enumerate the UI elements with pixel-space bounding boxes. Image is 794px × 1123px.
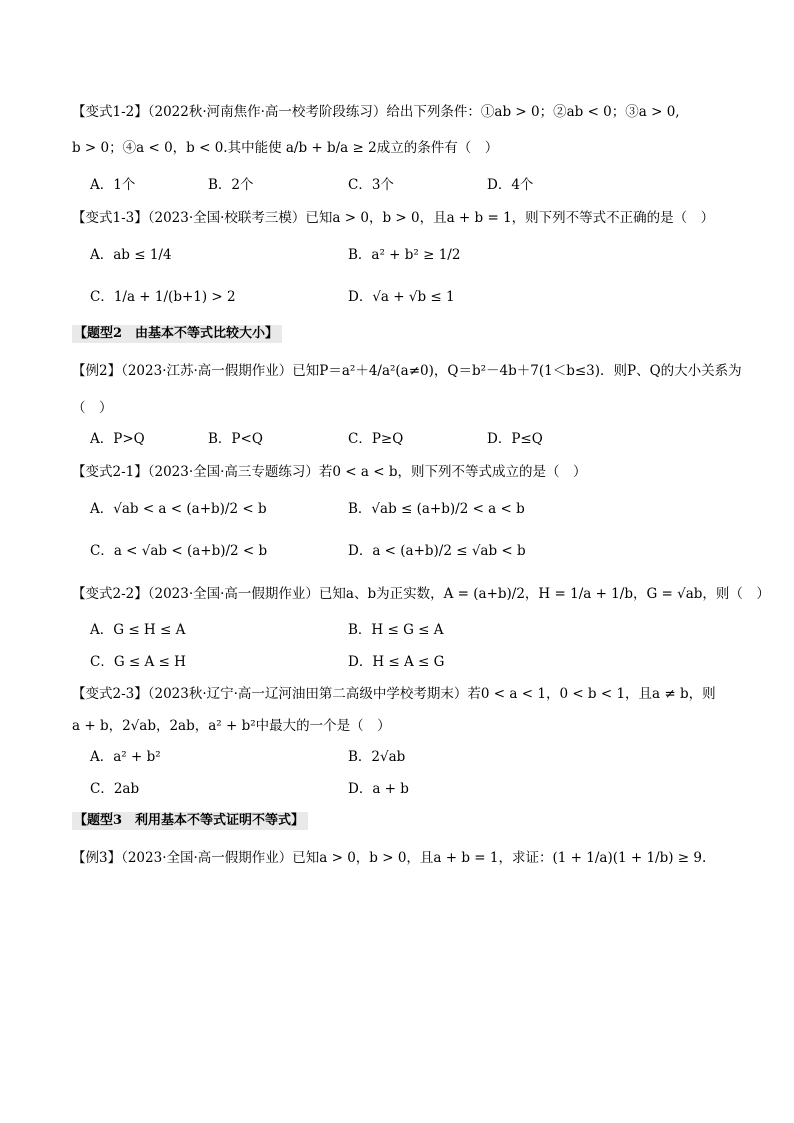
option-d: D．a + b bbox=[348, 781, 409, 797]
problem-v2-3-line1: 【变式2-3】（2023秋·辽宁·高一辽河油田第二高级中学校考期末）若0 < a < 1，0 < b < 1，且a ≠ b，则 bbox=[72, 686, 716, 702]
example-2-line1: 【例2】（2023·江苏·高一假期作业）已知P＝a²＋4/a²(a≠0)，Q＝b²－4b＋7(1＜b≤3)．则P、Q的大小关系为 bbox=[72, 363, 742, 379]
option-b: B．a² + b² ≥ 1/2 bbox=[348, 247, 461, 263]
problem-v2-1-line1: 【变式2-1】（2023·全国·高三专题练习）若0 < a < b，则下列不等式成立的是（ ） bbox=[72, 464, 587, 480]
option-a: A．P>Q bbox=[90, 431, 145, 447]
option-b: B．H ≤ G ≤ A bbox=[348, 622, 444, 638]
option-d: D．H ≤ A ≤ G bbox=[348, 654, 445, 670]
option-d: D．4个 bbox=[487, 177, 534, 193]
option-b: B．2√ab bbox=[348, 749, 406, 765]
option-a: A．1个 bbox=[90, 177, 136, 193]
option-c: C．3个 bbox=[348, 177, 394, 193]
option-c: C．1/a + 1/(b+1) > 2 bbox=[90, 289, 236, 305]
section-heading-type2: 【题型2 由基本不等式比较大小】 bbox=[72, 325, 282, 343]
problem-v1-3-line1: 【变式1-3】（2023·全国·校联考三模）已知a > 0，b > 0，且a + b = 1，则下列不等式不正确的是（ ） bbox=[72, 210, 715, 226]
option-c: C．2ab bbox=[90, 781, 140, 797]
section-heading-type3: 【题型3 利用基本不等式证明不等式】 bbox=[72, 812, 308, 830]
option-c: C．P≥Q bbox=[348, 431, 404, 447]
option-a: A．G ≤ H ≤ A bbox=[90, 622, 186, 638]
option-d: D．a < (a+b)/2 ≤ √ab < b bbox=[348, 543, 526, 559]
problem-v1-2-line1: 【变式1-2】（2022秋·河南焦作·高一校考阶段练习）给出下列条件：①ab > 0；②ab < 0；③a > 0, bbox=[72, 104, 680, 120]
option-a: A．a² + b² bbox=[90, 749, 161, 765]
option-c: C．G ≤ A ≤ H bbox=[90, 654, 186, 670]
option-b: B．√ab ≤ (a+b)/2 < a < b bbox=[348, 501, 525, 517]
problem-v1-2-line2: b > 0；④a < 0，b < 0.其中能使 a/b + b/a ≥ 2成立的条件有（ ） bbox=[72, 140, 499, 156]
option-a: A．ab ≤ 1/4 bbox=[90, 247, 172, 263]
example-2-line2: （ ） bbox=[72, 400, 113, 416]
option-d: D．√a + √b ≤ 1 bbox=[348, 289, 455, 305]
option-b: B．2个 bbox=[208, 177, 254, 193]
option-c: C．a < √ab < (a+b)/2 < b bbox=[90, 543, 268, 559]
problem-v2-2-line1: 【变式2-2】（2023·全国·高一假期作业）已知a、b为正实数，A = (a+b)/2，H = 1/a + 1/b，G = √ab，则（ ） bbox=[72, 586, 770, 602]
option-a: A．√ab < a < (a+b)/2 < b bbox=[90, 501, 267, 517]
problem-v2-3-line2: a + b，2√ab，2ab，a² + b²中最大的一个是（ ） bbox=[72, 718, 391, 734]
example-3-line1: 【例3】（2023·全国·高一假期作业）已知a > 0，b > 0，且a + b = 1，求证：(1 + 1/a)(1 + 1/b) ≥ 9. bbox=[72, 850, 707, 866]
option-b: B．P<Q bbox=[208, 431, 263, 447]
option-d: D．P≤Q bbox=[487, 431, 543, 447]
